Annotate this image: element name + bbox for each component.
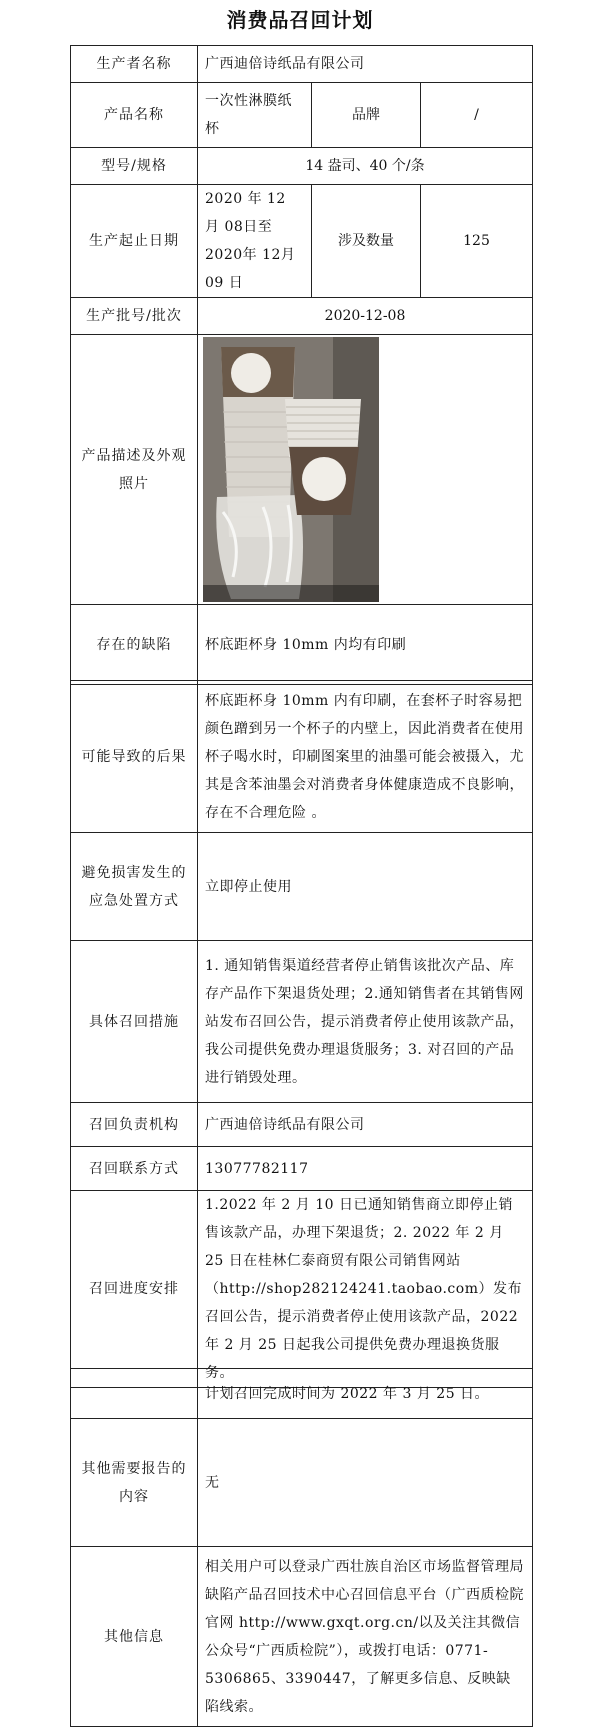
paper-cups-image <box>203 337 379 602</box>
other-info-value: 相关用户可以登录广西壮族自治区市场监督管理局缺陷产品召回技术中心召回信息平台（广西质检院官网 http://www.gxqt.org.cn/以及关注其微信公众号“广西质检院”），或拨打电话：0771-5306865、3390447，了解更多信息、反映缺陷线索。 <box>198 1547 533 1727</box>
consequence-value: 杯底距杯身 10mm 内有印刷，在套杯子时容易把颜色蹭到另一个杯子的内壁上，因此消费者在使用杯子喝水时，印刷图案里的油墨可能会被摄入，尤其是含苯油墨会对消费者身体健康造成不良影响，存在不合理危险 。 <box>198 681 533 833</box>
photo-label: 产品描述及外观照片 <box>71 335 198 605</box>
emergency-label: 避免损害发生的应急处置方式 <box>71 833 198 941</box>
defect-value: 杯底距杯身 10mm 内均有印刷 <box>198 605 533 685</box>
model-label: 型号/规格 <box>71 148 198 185</box>
other-info-table <box>70 1368 533 1727</box>
date-label: 生产起止日期 <box>71 185 198 298</box>
product-name-value: 一次性淋膜纸杯 <box>198 83 312 148</box>
emergency-value: 立即停止使用 <box>198 833 533 941</box>
contact-label: 召回联系方式 <box>71 1147 198 1191</box>
progress-value: 1.2022 年 2 月 10 日已通知销售商立即停止销售该款产品，办理下架退货；2. 2022 年 2 月 25 日在桂林仁泰商贸有限公司销售网站（http://shop282124241.taobao.com）发布召回公告，提示消费者停止使用该款产品，2022 年 2 月 25 日起我公司提供免费办理退换货服务。 <box>198 1191 533 1388</box>
plan-label-cell <box>71 1369 198 1419</box>
photo-cell <box>198 335 533 605</box>
other-report-value: 无 <box>198 1419 533 1547</box>
producer-label: 生产者名称 <box>71 46 198 83</box>
document-title: 消费品召回计划 <box>226 8 374 32</box>
measures-value: 1. 通知销售渠道经营者停止销售该批次产品、库存产品作下架退货处理；2.通知销售者在其销售网站发布召回公告，提示消费者停止使用该款产品，我公司提供免费办理退货服务；3. 对召回的产品进行销毁处理。 <box>198 941 533 1103</box>
product-name-label: 产品名称 <box>71 83 198 148</box>
quantity-label: 涉及数量 <box>312 185 421 298</box>
contact-value: 13077782117 <box>198 1147 533 1191</box>
model-value: 14 盎司、40 个/条 <box>198 148 533 185</box>
date-value: 2020 年 12 月 08日至2020年 12月09 日 <box>198 185 312 298</box>
org-label: 召回负责机构 <box>71 1103 198 1147</box>
recall-measures-table <box>70 680 533 1388</box>
product-photo <box>203 337 379 602</box>
recall-info-table <box>70 45 533 685</box>
producer-value: 广西迪倍诗纸品有限公司 <box>198 46 533 83</box>
brand-label: 品牌 <box>312 83 421 148</box>
other-info-label: 其他信息 <box>71 1547 198 1727</box>
progress-label: 召回进度安排 <box>71 1191 198 1388</box>
other-report-label: 其他需要报告的内容 <box>71 1419 198 1547</box>
brand-value: / <box>421 83 533 148</box>
org-value: 广西迪倍诗纸品有限公司 <box>198 1103 533 1147</box>
batch-label: 生产批号/批次 <box>71 298 198 335</box>
plan-value: 计划召回完成时间为 2022 年 3 月 25 日。 <box>198 1369 533 1419</box>
measures-label: 具体召回措施 <box>71 941 198 1103</box>
quantity-value: 125 <box>421 185 533 298</box>
consequence-label: 可能导致的后果 <box>71 681 198 833</box>
batch-value: 2020-12-08 <box>198 298 533 335</box>
defect-label: 存在的缺陷 <box>71 605 198 685</box>
